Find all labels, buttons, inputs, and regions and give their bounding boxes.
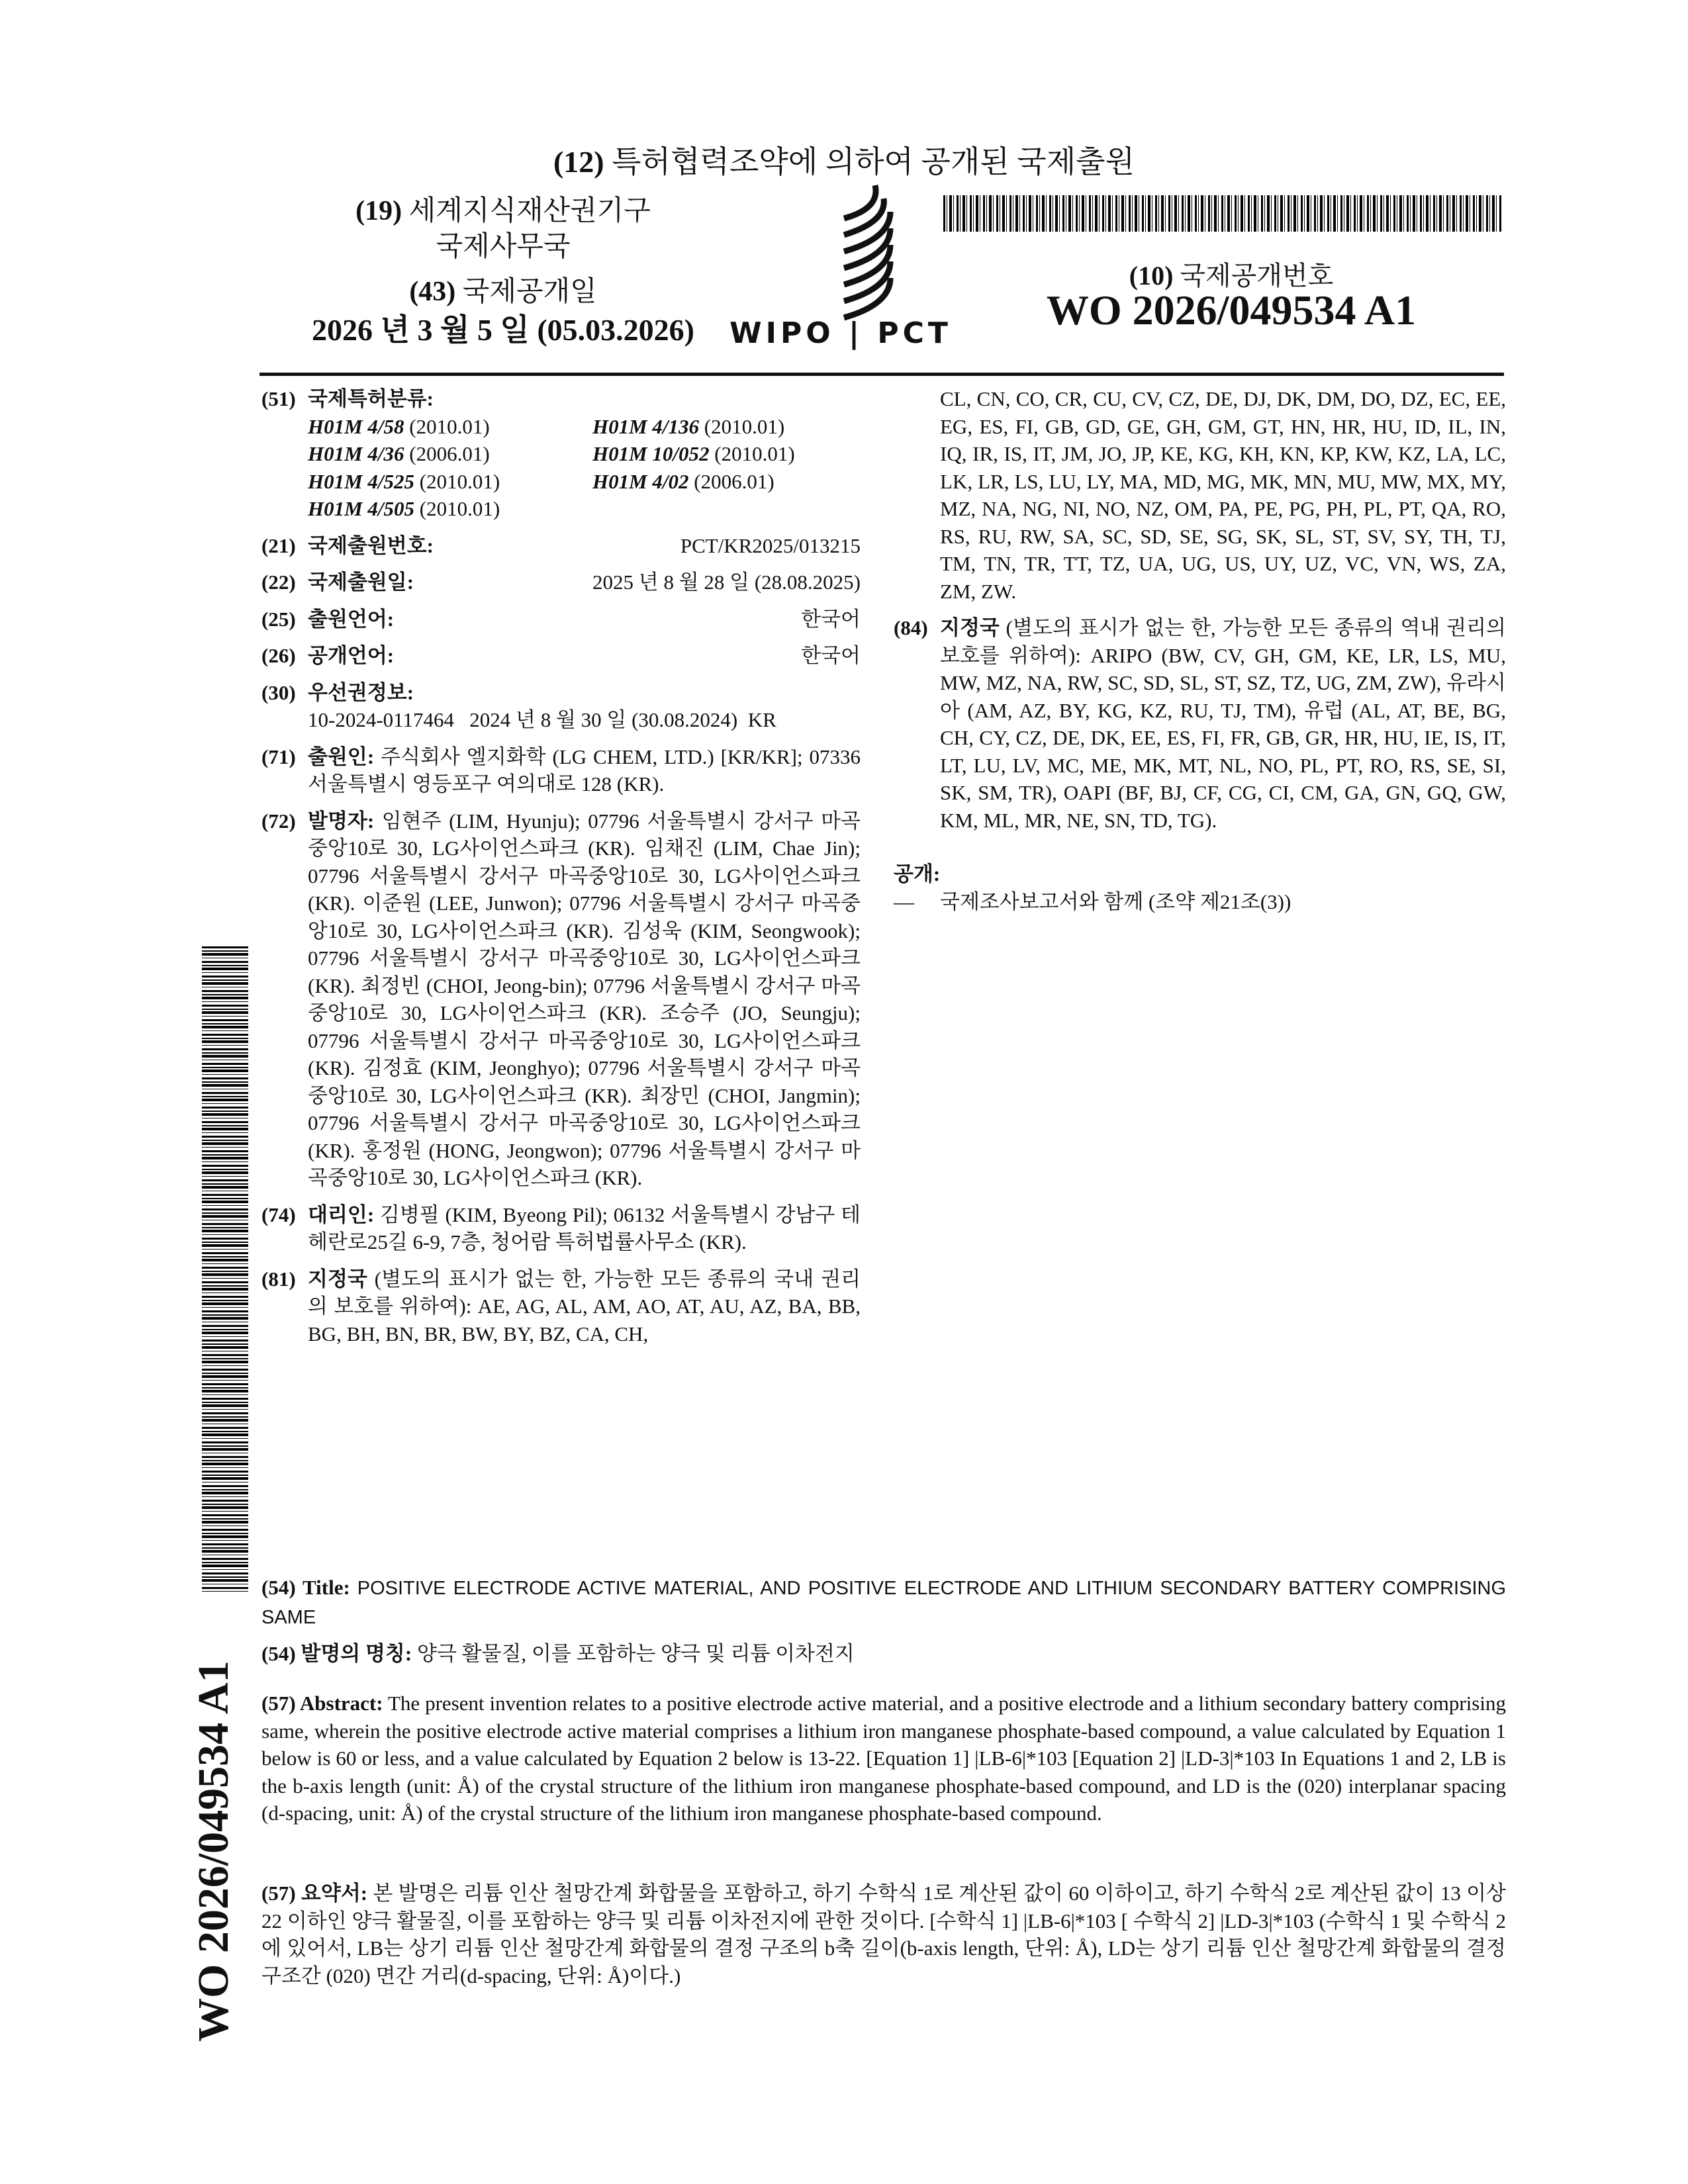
ipc-version: (2010.01) (704, 415, 784, 438)
ipc-version: (2010.01) (420, 470, 500, 493)
ipc-section: (51) 국제특허분류: H01M 4/58 (2010.01) H01M 4/136 (2010.01) H01M 4/36 (2006.01) H01M 10/052 (2010.01) H01M 4/525 (2010.01) H01M 4/02 (2006.01) H01M 4/505 (2010.01) (261, 385, 861, 523)
ipc-version: (2006.01) (409, 442, 489, 465)
left-column (261, 385, 861, 1357)
designated-states-national: (81) 지정국 (별도의 표시가 없는 한, 가능한 모든 종류의 국내 권리의 보호를 위하여): AE, AG, AL, AM, AO, AT, AU, AZ, BA, BB, BG, BH, BN, BR, BW, BY, BZ, CA, CH, (261, 1265, 861, 1348)
ipc-entry (592, 413, 904, 441)
ipc-entry (592, 440, 904, 468)
ipc-version: (2006.01) (694, 470, 774, 493)
publication-number: WO 2026/049534 A1 (966, 286, 1496, 335)
ipc-class: H01M 4/136 (592, 415, 699, 438)
right-column (894, 385, 1506, 925)
document-title: (12) 특허협력조약에 의하여 공개된 국제출원 (0, 138, 1688, 181)
ipc-version: (2010.01) (714, 442, 794, 465)
applicant: (71) 출원인: 주식회사 엘지화학 (LG CHEM, LTD.) [KR/KR]; 07336 서울특별시 영등포구 여의대로 128 (KR). (261, 743, 861, 798)
inventors: (72) 발명자: 임현주 (LIM, Hyunju); 07796 서울특별시 강서구 마곡중앙10로 30, LG사이언스파크 (KR). 임채진 (LIM, Chae Jin); 07796 서울특별시 강서구 마곡중앙10로 30, LG사이언스파크 (KR). 이준원 (LEE, Junwon); 07796 서울특별시 강서구 마곡중앙10로 30, LG사이언스파크 (KR). 김성욱 (KIM, Seongwook); 07796 서울특별시 강서구 마곡중앙10로 30, LG사이언스파크 (KR). 최정빈 (CHOI, Jeong-bin); 07796 서울특별시 강서구 마곡중앙10로 30, LG사이언스파크 (KR). 조승주 (JO, Seungju); 07796 서울특별시 강서구 마곡중앙10로 30, LG사이언스파크 (KR). 김정효 (KIM, Jeonghyo); 07796 서울특별시 강서구 마곡중앙10로 30, LG사이언스파크 (KR). 최장민 (CHOI, Jangmin); 07796 서울특별시 강서구 마곡중앙10로 30, LG사이언스파크 (KR). 홍정원 (HONG, Jeongwon); 07796 서울특별시 강서구 마곡중앙10로 30, LG사이언스파크 (KR). (261, 807, 861, 1192)
publication-number-label: (10) 국제공개번호 (966, 255, 1496, 293)
ipc-class: H01M 4/02 (592, 470, 689, 493)
title-english: (54) Title: POSITIVE ELECTRODE ACTIVE MATERIAL, AND POSITIVE ELECTRODE AND LITHIUM SECONDARY BATTERY COMPRISING SAME (261, 1574, 1506, 1631)
ipc-class: H01M 4/505 (308, 497, 414, 520)
ipc-version: (2010.01) (420, 497, 500, 520)
designated-states-national-continued: CL, CN, CO, CR, CU, CV, CZ, DE, DJ, DK, DM, DO, DZ, EC, EE, EG, ES, FI, GB, GD, GE, GH, GM, GT, HN, HR, HU, ID, IL, IN, IQ, IR, IS, IT, JM, JO, JP, KE, KG, KH, KN, KP, KW, KZ, LA, LC, LK, LR, LS, LU, LY, MA, MD, MG, MK, MN, MU, MW, MX, MY, MZ, NA, NG, NI, NO, NZ, OM, PA, PE, PG, PH, PL, PT, QA, RO, RS, RU, RW, SA, SC, SD, SE, SG, SK, SL, ST, SV, SY, TH, TJ, TM, TN, TR, TT, TZ, UA, UG, US, UY, UZ, VC, VN, WS, ZA, ZM, ZW. (894, 385, 1506, 605)
application-date: (22) 국제출원일: 2025 년 8 월 28 일 (28.08.2025) (261, 569, 861, 596)
barcode (943, 195, 1503, 232)
ipc-entry (308, 440, 592, 468)
abstract-korean: (57) 요약서: 본 발명은 리튬 인산 철망간계 화합물을 포함하고, 하기 수학식 1로 계산된 값이 60 이하이고, 하기 수학식 2로 계산된 값이 13 이상 22 이하인 양극 활물질, 이를 포함하는 양극 및 리튬 이차전지에 관한 것이다. [수학식 1] |LB-6|*103 [ 수학식 2] |LD-3|*103 (수학식 1 및 수학식 2에 있어서, LB는 상기 리튬 인산 철망간계 화합물의 결정 구조의 b축 길이(b-axis length, 단위: Å), LD는 상기 리튬 인산 철망간계 화합물의 결정 구조간 (020) 면간 거리(d-spacing, 단위: Å)이다.) (261, 1880, 1506, 1989)
ipc-class: H01M 10/052 (592, 442, 710, 465)
priority-data: (30) 우선권정보: 10-2024-0117464 2024 년 8 월 30 일 (30.08.2024) KR (261, 679, 861, 734)
vertical-barcode (202, 946, 248, 1592)
ipc-entry (592, 468, 904, 496)
ipc-entry (308, 495, 592, 523)
wipo-pct-logo-text: WIPO | PCT (728, 316, 953, 350)
title-korean: (54) 발명의 명칭: 양극 활물질, 이를 포함하는 양극 및 리튬 이차전지 (261, 1640, 1506, 1668)
publication-date: (43) 국제공개일 2026 년 3 월 5 일 (05.03.2026) (291, 273, 715, 349)
ipc-class: H01M 4/58 (308, 415, 404, 438)
abstract-english: (57) Abstract: The present invention relates to a positive electrode active material, and a positive electrode and a lithium secondary battery comprising same, wherein the positive electrode active material comprises a lithium iron manganese phosphate-based compound, a value calculated by Equation 1 below is 60 or less, and a value calculated by Equation 2 below is 13-22. [Equation 1] |LB-6|*103 [Equation 2] |LD-3|*103 In Equations 1 and 2, LB is the b-axis length (unit: Å) of the crystal structure of the lithium iron manganese phosphate-based compound, and LD is the (020) interplanar spacing (d-spacing, unit: Å) of the crystal structure of the lithium iron manganese phosphate-based compound. (261, 1690, 1506, 1827)
ipc-version: (2010.01) (409, 415, 489, 438)
designated-states-regional: (84) 지정국 (별도의 표시가 없는 한, 가능한 모든 종류의 역내 권리의 보호를 위하여): ARIPO (BW, CV, GH, GM, KE, LR, LS, MU, MW, MZ, NA, RW, SC, SD, SL, ST, SZ, TZ, UG, ZM, ZW), 유라시아 (AM, AZ, BY, KG, KZ, RU, TJ, TM), 유럽 (AL, AT, BE, BG, CH, CY, CZ, DE, DK, EE, ES, FI, FR, GB, GR, HR, HU, IE, IS, IT, LT, LU, LV, MC, ME, MK, MT, NL, NO, PL, PT, RO, RS, SE, SI, SK, SM, TR), OAPI (BF, BJ, CF, CG, CI, CM, GA, GN, GQ, GW, KM, ML, MR, NE, SN, TD, TG). (894, 614, 1506, 834)
ipc-list (308, 413, 904, 523)
vertical-publication-number: WO 2026/049534 A1 (189, 1578, 239, 2042)
published-label: 공개: (894, 860, 1506, 888)
header-divider (259, 373, 1504, 376)
published-item: — 국제조사보고서와 함께 (조약 제21조(3)) (894, 888, 1506, 916)
agent: (74) 대리인: 김병필 (KIM, Byeong Pil); 06132 서울특별시 강남구 테헤란로25길 6-9, 7층, 청어람 특허법률사무소 (KR). (261, 1201, 861, 1256)
application-number: (21) 국제출원번호: PCT/KR2025/013215 (261, 532, 861, 560)
ipc-class: H01M 4/36 (308, 442, 404, 465)
issuing-organization: (19) 세계지식재산권기구 국제사무국 (291, 193, 715, 265)
publication-language: (26) 공개언어: 한국어 (261, 642, 861, 670)
ipc-class: H01M 4/525 (308, 470, 414, 493)
filing-language: (25) 출원언어: 한국어 (261, 606, 861, 633)
ipc-entry (308, 468, 592, 496)
ipc-entry (308, 413, 592, 441)
